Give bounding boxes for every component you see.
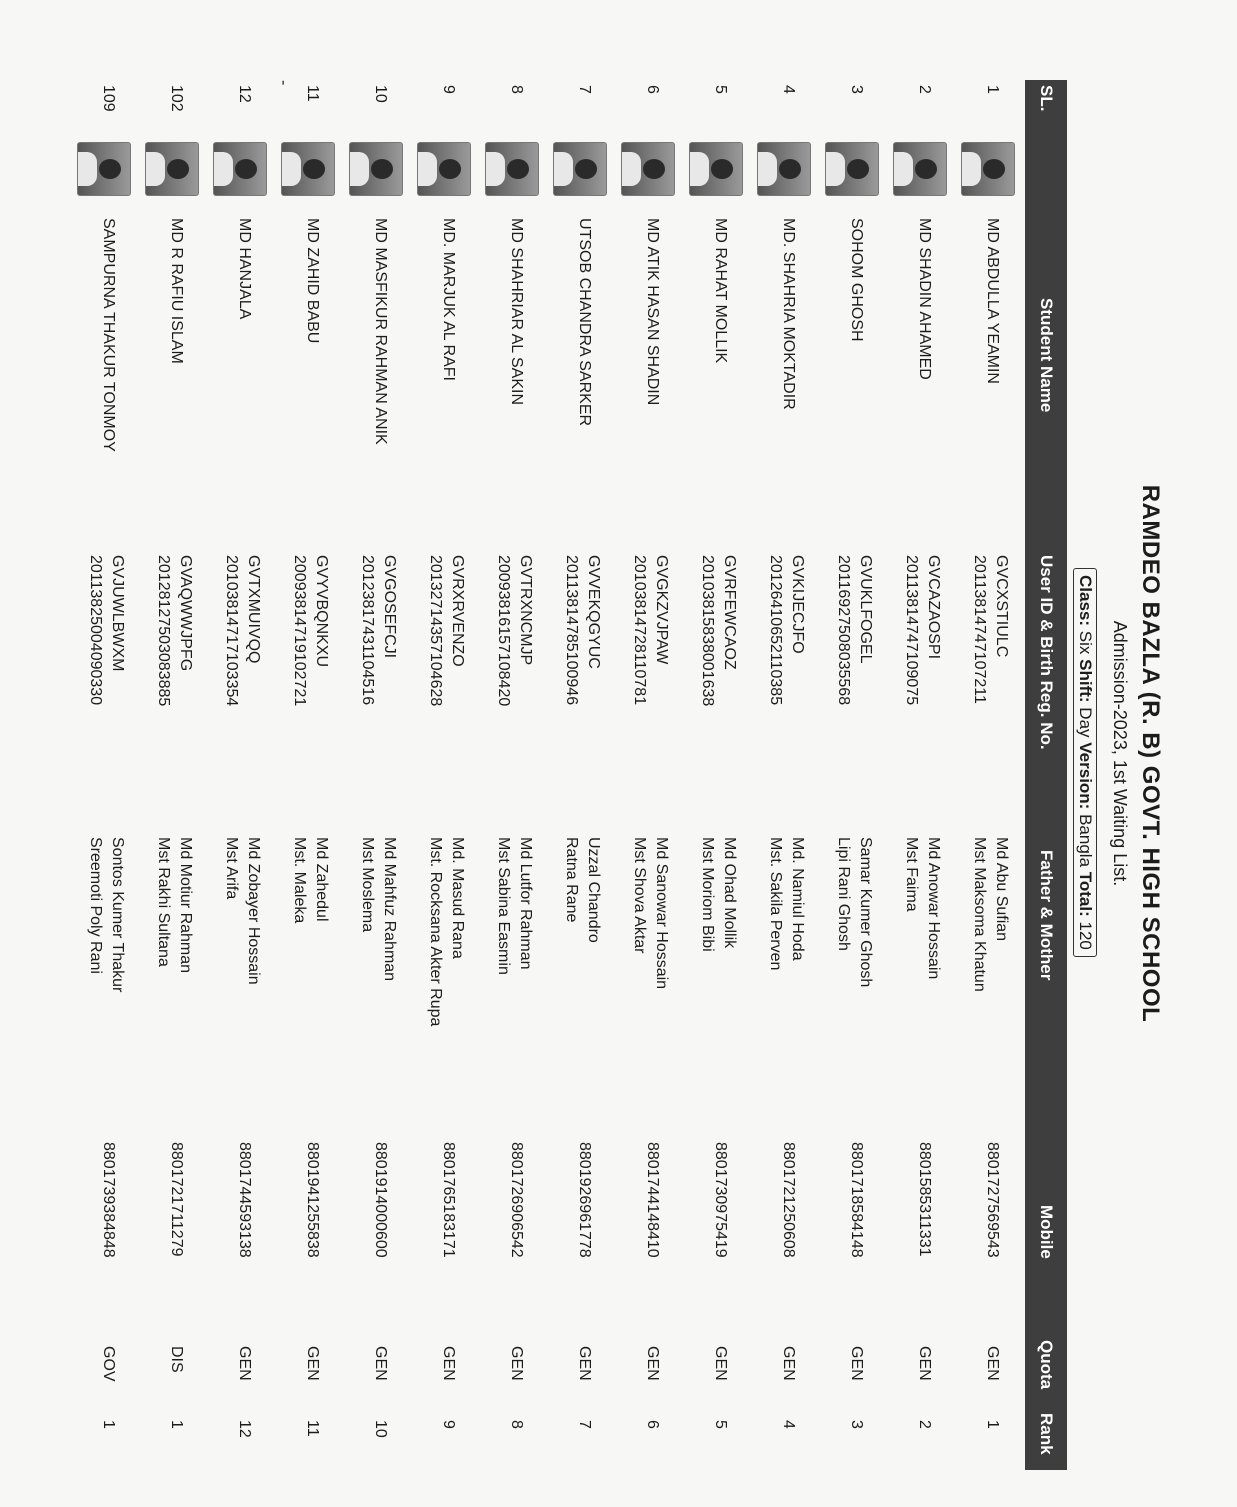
- user-id-birth-reg: [492, 555, 536, 706]
- student-photo: [485, 142, 539, 196]
- student-name: UTSOB CHANDRA SARKER: [576, 218, 593, 427]
- father-mother: [356, 837, 400, 981]
- student-photo: [825, 142, 879, 196]
- rank: 10: [372, 1420, 389, 1438]
- col-rank: Rank: [1037, 1413, 1056, 1455]
- father-mother: [628, 837, 672, 989]
- rank: 5: [712, 1420, 729, 1429]
- row-sl: 102: [168, 85, 185, 112]
- mother-name: Mst Moriom Bibi: [699, 837, 716, 952]
- father-name: Md Ohad Mollik: [721, 837, 738, 949]
- mother-name: Mst Rakhi Sultana: [155, 837, 172, 967]
- row-sl: 11: [304, 85, 321, 102]
- birth-reg-no: 20128127503083885: [155, 555, 172, 707]
- father-mother: [968, 837, 1012, 992]
- table-row: [684, 80, 750, 1470]
- row-separator: -: [275, 80, 292, 86]
- table-row: [480, 80, 546, 1470]
- birth-reg-no: 20123817431104516: [359, 555, 376, 706]
- quota: GEN: [372, 1346, 389, 1381]
- user-id-birth-reg: [152, 555, 196, 706]
- student-photo: [689, 142, 743, 196]
- mobile-number: 8801744148410: [644, 1142, 661, 1258]
- user-id: GVTXMUIVQQ: [245, 555, 262, 664]
- col-quota: Quota: [1037, 1340, 1056, 1390]
- user-id-birth-reg: [900, 555, 944, 705]
- father-mother: [152, 837, 196, 973]
- mobile-number: 8801721250608: [780, 1142, 797, 1258]
- birth-reg-no: 20103814717103354: [223, 555, 240, 707]
- mobile-number: 8801585311331: [916, 1142, 933, 1257]
- user-id: GVRFEWCAOZ: [721, 555, 738, 670]
- col-student-name: Student Name: [1037, 298, 1056, 413]
- father-name: Md Abu Sufian: [993, 837, 1010, 942]
- quota: GOV: [100, 1346, 117, 1382]
- mobile-number: 8801727569543: [984, 1142, 1001, 1258]
- quota: GEN: [984, 1346, 1001, 1381]
- table-row: [276, 80, 342, 1470]
- father-mother: [900, 837, 944, 979]
- shift-value: Day: [1076, 707, 1095, 738]
- father-name: Md Anowar Hossain: [925, 837, 942, 980]
- mobile-number: 8801721711279: [168, 1142, 185, 1257]
- mother-name: Sreemoti Poly Rani: [87, 837, 104, 974]
- table-row: [548, 80, 614, 1470]
- user-id-birth-reg: [84, 555, 128, 705]
- student-photo: [417, 142, 471, 196]
- user-id: GVCAZAOSPI: [925, 555, 942, 660]
- mother-name: Mst. Rocksana Akter Rupa: [427, 837, 444, 1027]
- table-header: [1025, 80, 1067, 1470]
- row-sl: 8: [508, 85, 525, 94]
- mother-name: Mst Faima: [903, 837, 920, 912]
- student-name: MD MASFIKUR RAHMAN ANIK: [372, 218, 389, 445]
- table-row: [616, 80, 682, 1470]
- birth-reg-no: 20126410652110385: [767, 555, 784, 706]
- student-name: MD ABDULLA YEAMIN: [984, 218, 1001, 384]
- user-id-birth-reg: [220, 555, 264, 706]
- birth-reg-no: 20132714357104628: [427, 555, 444, 707]
- student-name: MD. MARJUK AL RAFI: [440, 218, 457, 381]
- total-label: Total:: [1076, 871, 1095, 917]
- user-id: GVCXSTIULC: [993, 555, 1010, 658]
- student-photo: [213, 142, 267, 196]
- user-id-birth-reg: [968, 555, 1012, 704]
- birth-reg-no: 20103814728110781: [631, 555, 648, 706]
- student-name: MD. SHAHRIA MOKTADIR: [780, 218, 797, 410]
- col-user-id: User ID & Birth Reg. No.: [1037, 555, 1056, 750]
- user-id: GVGKZVJPAW: [653, 555, 670, 665]
- mother-name: Mst Sabina Easmin: [495, 837, 512, 975]
- father-mother: [424, 837, 468, 1026]
- birth-reg-no: 20113825004090330: [87, 555, 104, 706]
- father-name: Uzzal Chandro: [585, 837, 602, 943]
- mobile-number: 8801730975419: [712, 1142, 729, 1258]
- student-photo: [145, 142, 199, 196]
- student-photo: [757, 142, 811, 196]
- row-sl: 9: [440, 85, 457, 94]
- row-sl: 4: [780, 85, 797, 94]
- rank: 12: [236, 1420, 253, 1438]
- father-mother: [220, 837, 264, 985]
- row-sl: 109: [100, 85, 117, 112]
- mobile-number: 8801941255838: [304, 1142, 321, 1258]
- student-name: MD SHAHRIAR AL SAKIN: [508, 218, 525, 406]
- quota: DIS: [168, 1346, 185, 1373]
- row-sl: 5: [712, 85, 729, 94]
- mobile-number: 8801744593138: [236, 1142, 253, 1258]
- father-name: Samar Kumer Ghosh: [857, 837, 874, 988]
- table-row: [140, 80, 206, 1470]
- mother-name: Mst. Sakila Perven: [767, 837, 784, 971]
- user-id: GVYVBQNKXU: [313, 555, 330, 668]
- class-label: Class:: [1076, 575, 1095, 627]
- father-mother: [832, 837, 876, 987]
- quota: GEN: [712, 1346, 729, 1381]
- row-sl: 10: [372, 85, 389, 103]
- table-row: [820, 80, 886, 1470]
- row-sl: 12: [236, 85, 253, 103]
- mother-name: Mst Shova Aktar: [631, 837, 648, 954]
- user-id: GVKIJECJFO: [789, 555, 806, 654]
- shift-label: Shift:: [1076, 659, 1095, 703]
- student-name: MD ATIK HASAN SHADIN: [644, 218, 661, 406]
- student-photo: [893, 142, 947, 196]
- quota: GEN: [304, 1346, 321, 1381]
- mother-name: Lipi Rani Ghosh: [835, 837, 852, 951]
- mobile-number: 8801765183171: [440, 1142, 457, 1258]
- father-mother: [696, 837, 740, 952]
- birth-reg-no: 20113814747107211: [971, 555, 988, 704]
- birth-reg-no: 20103815838001638: [699, 555, 716, 707]
- birth-reg-no: 20113814785100946: [563, 555, 580, 706]
- list-subtitle: Admission-2023, 1st Waiting List.: [1110, 620, 1130, 887]
- table-row: [208, 80, 274, 1470]
- class-value: Six: [1076, 630, 1095, 655]
- table-row: [888, 80, 954, 1470]
- user-id: GVAQWWJPFG: [177, 555, 194, 672]
- user-id: GVUKLFOGEL: [857, 555, 874, 664]
- total-value: 120: [1076, 921, 1095, 950]
- father-mother: [764, 837, 808, 970]
- col-sl: SL.: [1037, 85, 1056, 112]
- father-name: Md Motiur Rahman: [177, 837, 194, 974]
- mobile-number: 8801718584148: [848, 1142, 865, 1258]
- rank: 3: [848, 1420, 865, 1429]
- quota: GEN: [848, 1346, 865, 1381]
- birth-reg-no: 20113814747109075: [903, 555, 920, 706]
- quota: GEN: [576, 1346, 593, 1381]
- class-info-box: [1073, 568, 1097, 957]
- table-row: [752, 80, 818, 1470]
- table-row: [412, 80, 478, 1470]
- mobile-number: 8801926961778: [576, 1142, 593, 1258]
- school-title: RAMDEO BAZLA (R. B) GOVT. HIGH SCHOOL: [1137, 484, 1164, 1023]
- rank: 4: [780, 1420, 797, 1429]
- quota: GEN: [236, 1346, 253, 1381]
- row-sl: 7: [576, 85, 593, 94]
- student-name: SOHOM GHOSH: [848, 218, 865, 342]
- table-row: [72, 80, 138, 1470]
- mother-name: Ratna Rane: [563, 837, 580, 923]
- father-name: Sontos Kumer Thakur: [109, 837, 126, 993]
- father-mother: [492, 837, 536, 975]
- rank: 8: [508, 1420, 525, 1429]
- quota: GEN: [440, 1346, 457, 1381]
- student-photo: [281, 142, 335, 196]
- father-name: Md. Masud Rana: [449, 837, 466, 959]
- user-id-birth-reg: [288, 555, 332, 706]
- quota: GEN: [780, 1346, 797, 1381]
- row-sl: 6: [644, 85, 661, 94]
- user-id: GVTRXNCMJP: [517, 555, 534, 666]
- birth-reg-no: 20116927508035568: [835, 555, 852, 706]
- mobile-number: 8801914000600: [372, 1142, 389, 1258]
- father-mother: [560, 837, 604, 943]
- student-name: MD ZAHID BABU: [304, 218, 321, 344]
- version-value: Bangla: [1076, 814, 1095, 868]
- mother-name: Mst Maksoma Khatun: [971, 837, 988, 992]
- version-label: Version:: [1076, 742, 1095, 810]
- user-id-birth-reg: [696, 555, 740, 706]
- father-name: Md Lutfor Rahman: [517, 837, 534, 970]
- col-mobile: Mobile: [1037, 1205, 1056, 1259]
- user-id: GVRXRVENZO: [449, 555, 466, 667]
- student-name: MD HANJALA: [236, 218, 253, 320]
- col-father-mother: Father & Mother: [1037, 850, 1056, 981]
- father-name: Md Sanowar Hossain: [653, 837, 670, 990]
- user-id-birth-reg: [764, 555, 808, 705]
- birth-reg-no: 20093814719102721: [291, 555, 308, 707]
- rank: 1: [100, 1420, 117, 1429]
- student-photo: [553, 142, 607, 196]
- mother-name: Mst. Maleka: [291, 837, 308, 924]
- user-id: GVGOSEFCJI: [381, 555, 398, 659]
- birth-reg-no: 20093816157108420: [495, 555, 512, 707]
- user-id-birth-reg: [424, 555, 468, 706]
- user-id-birth-reg: [560, 555, 604, 705]
- student-name: MD RAHAT MOLLIK: [712, 218, 729, 364]
- student-photo: [621, 142, 675, 196]
- quota: GEN: [644, 1346, 661, 1381]
- table-row: [956, 80, 1022, 1470]
- user-id-birth-reg: [356, 555, 400, 705]
- mobile-number: 8801726906542: [508, 1142, 525, 1258]
- mother-name: Mst Moslema: [359, 837, 376, 933]
- father-name: Md Mahfuz Rahman: [381, 837, 398, 982]
- father-mother: [288, 837, 332, 923]
- user-id-birth-reg: [832, 555, 876, 705]
- father-name: Md Zahedul: [313, 837, 330, 922]
- table-row: [344, 80, 410, 1470]
- rank: 6: [644, 1420, 661, 1429]
- row-sl: 1: [984, 85, 1001, 94]
- rank: 2: [916, 1420, 933, 1429]
- user-id: GVVEKQGYUC: [585, 555, 602, 669]
- user-id: GVJUWLBWXM: [109, 555, 126, 672]
- rank: 11: [304, 1420, 321, 1437]
- father-mother: [84, 837, 128, 992]
- rank: 1: [984, 1420, 1001, 1429]
- student-photo: [349, 142, 403, 196]
- student-name: MD R RAFIU ISLAM: [168, 218, 185, 364]
- rank: 7: [576, 1420, 593, 1429]
- father-name: Md. Namiul Hoda: [789, 837, 806, 961]
- student-photo: [77, 142, 131, 196]
- mother-name: Mst Arifa: [223, 837, 240, 900]
- student-photo: [961, 142, 1015, 196]
- quota: GEN: [916, 1346, 933, 1381]
- student-name: MD SHADIN AHAMED: [916, 218, 933, 380]
- father-name: Md Zobayer Hossain: [245, 837, 262, 985]
- rank: 9: [440, 1420, 457, 1429]
- row-sl: 2: [916, 85, 933, 94]
- quota: GEN: [508, 1346, 525, 1381]
- rank: 1: [168, 1420, 185, 1429]
- user-id-birth-reg: [628, 555, 672, 705]
- student-name: SAMPURNA THAKUR TONMOY: [100, 218, 117, 452]
- mobile-number: 8801739384848: [100, 1142, 117, 1258]
- row-sl: 3: [848, 85, 865, 94]
